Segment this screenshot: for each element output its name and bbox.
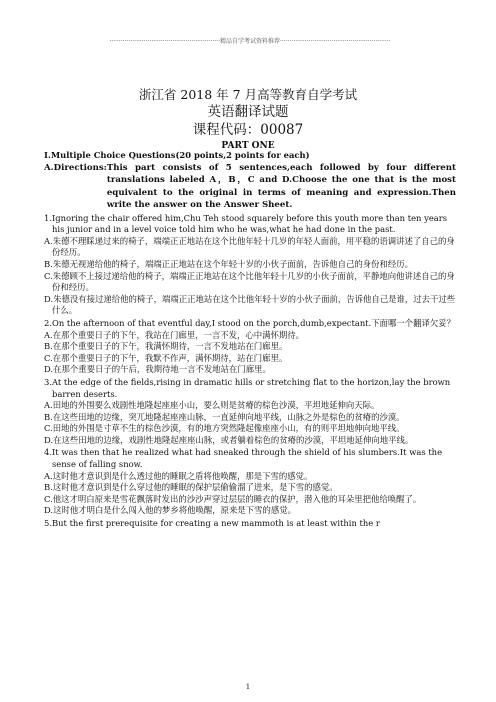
header-banner: ··························································精品自学考试资料推荐·························································· (109, 38, 391, 45)
content-body (44, 150, 456, 530)
option-c: C.他这才明白原来是雪花飘落时发出的沙沙声穿过层层的睡衣的保护，潜入他的耳朵里把他给唤醒了。 (44, 493, 422, 504)
question-5 (44, 518, 456, 530)
option-b: B.在这些田地的边缘，突兀地隆起座座山脉，一直延伸向地平线，山脉之外是棕色的贫瘠的沙漠。 (44, 411, 405, 422)
option-d: D.这时他才明白是什么闯入他的梦乡将他唤醒，原来是下雪的感觉。 (44, 505, 296, 516)
question-stem: 1.Ignoring the chair offered him,Chu Teh stood squarely before this youth more than ten years his junior and in a level voice told him who he was,what he had done in the past. (44, 212, 448, 235)
section-heading: Ⅰ.Multiple Choice Questions(20 points,2 points for each) (44, 150, 310, 160)
option-d: D.朱德没有接过递给他的椅子，端端正正地站在这个比他年轻十岁的小伙子面前，告诉他自己是谁，过去干过些什么。 (44, 293, 456, 316)
option-d: D.在这些田地的边缘，戏剧性地隆起座座山脉，或者躺着棕色的贫瘠的沙漠，平坦地延伸向地平线。 (44, 434, 414, 445)
option-a: A.这时他才意识到是什么透过他的睡眠之盾将他唤醒，那是下雪的感觉。 (44, 470, 313, 481)
option-a: A.在那个重要日子的下午，我站在门廊里，一言不发，心中满怀期待。 (44, 329, 304, 340)
question-4 (44, 447, 456, 517)
question-1 (44, 213, 456, 317)
option-c: C.在那个重要日子的下午，我默不作声，满怀期待，站在门廊里。 (44, 352, 288, 363)
part-label: PART ONE (221, 141, 275, 151)
question-stem: 5.But the first prerequisite for creating a new mammoth is at least within the r (44, 518, 380, 529)
course-code: 课程代码：00087 (192, 122, 304, 138)
question-stem: 2.On the afternoon of that eventful day,I stood on the porch,dumb,expectant.下面哪一个翻译欠妥？ (44, 317, 456, 328)
option-b: B.在那个重要日子的下午，我满怀期待，一言不发地站在门廊里。 (44, 341, 288, 352)
option-c: C.朱德顾不上接过递给他的椅子，端端正正地站在这个比他年轻十几岁的小伙子面前，平静地向他讲述自己的身份和经历。 (44, 270, 455, 293)
option-b: B.朱德无视递给他的椅子，端端正正地站在这个年轻十岁的小伙子面前，告诉他自己的身份和经历。 (44, 258, 413, 269)
exam-subject: 英语翻译试题 (207, 104, 289, 120)
question-stem: 3.At the edge of the fields,rising in dramatic hills or stretching flat to the horizon,lay the brown barren deserts. (44, 376, 451, 399)
option-a: A.朱德不理睬递过来的椅子，端端正正地站在这个比他年轻十几岁的年轻人面前，用平稳的语调讲述了自己的身份经历。 (44, 235, 455, 258)
option-d: D.在那个重要日子的午后，我期待地一言不发地站在门廊里。 (44, 364, 271, 375)
page-number: 1 (245, 683, 251, 691)
title-block (0, 86, 496, 153)
question-stem: 4.It was then that he realized what had sneaked through the shield of his slumbers.It was the sense of falling snow. (44, 447, 443, 470)
option-b: B.这时他才意识到是什么穿过他的睡眠的保护层偷偷溜了进来，是下雪的感觉。 (44, 482, 338, 493)
exam-title: 浙江省 2018 年 7 月高等教育自学考试 (138, 87, 358, 102)
directions (44, 162, 456, 212)
option-c: C.田地的外围是寸草不生的棕色沙漠，有的地方突然隆起像座座小山，有的则平坦地伸向地平线。 (44, 423, 405, 434)
question-3 (44, 377, 456, 447)
question-2 (44, 318, 456, 376)
option-a: A.田地的外围要么戏剧性地隆起座座小山，要么则是贫瘠的棕色沙漠，平坦地延伸向天际。 (44, 400, 380, 411)
directions-label: A.Directions: (44, 162, 107, 173)
directions-text: This part consists of 5 sentences,each followed by four different translations labeled A，B，C and D.Choose the one that is the most equivalent to the original in terms of meaning and expression.Then write the answer on the Answer Sheet. (106, 162, 456, 211)
